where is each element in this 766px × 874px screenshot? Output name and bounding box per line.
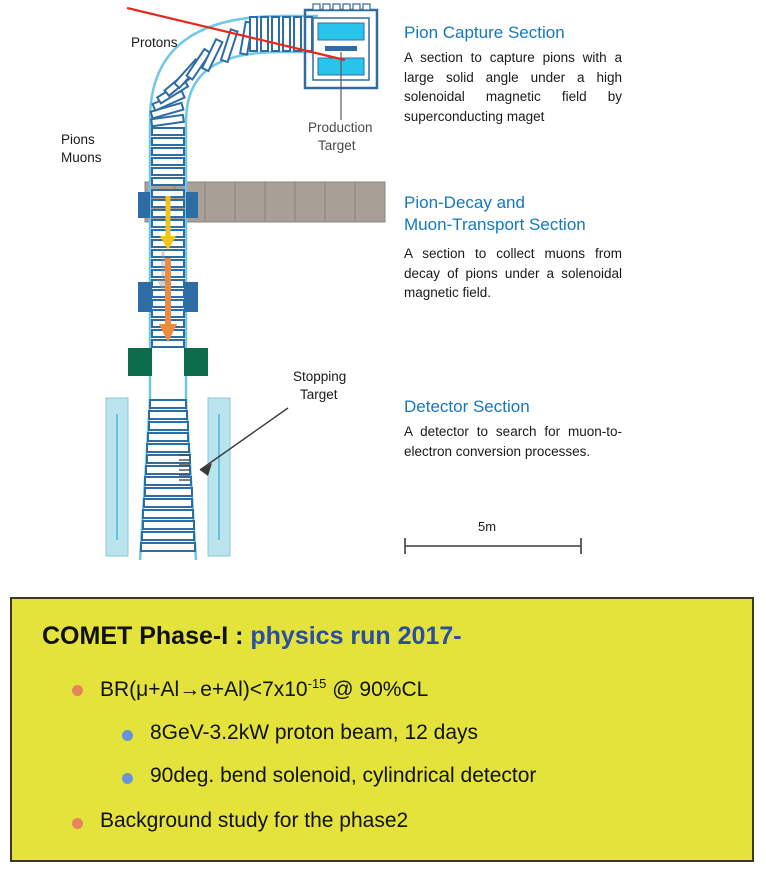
bullet-dot-icon	[122, 730, 133, 741]
bullet-text: Background study for the phase2	[100, 809, 409, 832]
bullet-dot-icon	[122, 773, 133, 784]
bullet-text: 90deg. bend solenoid, cylindrical detector	[150, 764, 537, 787]
list-item	[122, 764, 536, 788]
bullet-text: 8GeV-3.2kW proton beam, 12 days	[150, 721, 479, 744]
muons-label: Muons	[61, 150, 102, 165]
protons-label: Protons	[131, 35, 178, 50]
bullet-text-exponent: -15	[307, 676, 327, 691]
section-body-pion-decay: A section to collect muons from decay of pions under a solenoidal magnetic field.	[404, 246, 622, 301]
summary-headline-black: COMET Phase-I :	[42, 622, 251, 650]
bullet-dot-icon	[72, 818, 83, 829]
bullet-text-pre: BR(μ+Al→e+Al)<7x10	[100, 678, 308, 701]
summary-headline-blue: physics run 2017-	[250, 622, 462, 650]
bullet-dot-icon	[72, 685, 83, 696]
stopping-target-label-line1: Stopping	[293, 369, 347, 384]
section-title-detector: Detector Section	[404, 397, 530, 416]
list-item	[72, 676, 428, 702]
detector-solenoid	[106, 398, 288, 560]
production-target-label-line1: Production	[308, 120, 373, 135]
stopping-target-label-line2: Target	[300, 387, 338, 402]
section-title-pion-decay-line1: Pion-Decay and	[404, 193, 525, 212]
production-target-label-line2: Target	[318, 138, 356, 153]
pions-label: Pions	[61, 132, 95, 147]
bullet-text	[100, 676, 428, 702]
section-body-detector: A detector to search for muon-to-electron conversion processes.	[404, 424, 622, 459]
section-title-pion-capture: Pion Capture Section	[404, 23, 565, 42]
section-title-pion-decay-line2: Muon-Transport Section	[404, 215, 586, 234]
section-body-pion-capture: A section to capture pions with a large solid angle under a high solenoidal magnetic field by superconducting maget	[404, 50, 622, 124]
summary-headline	[42, 622, 462, 651]
scale-label: 5m	[478, 519, 497, 534]
scale-bar	[405, 538, 581, 554]
list-item	[122, 721, 478, 745]
bullet-text-post: @ 90%CL	[326, 678, 429, 701]
summary-box	[10, 597, 754, 862]
list-item	[72, 809, 408, 833]
